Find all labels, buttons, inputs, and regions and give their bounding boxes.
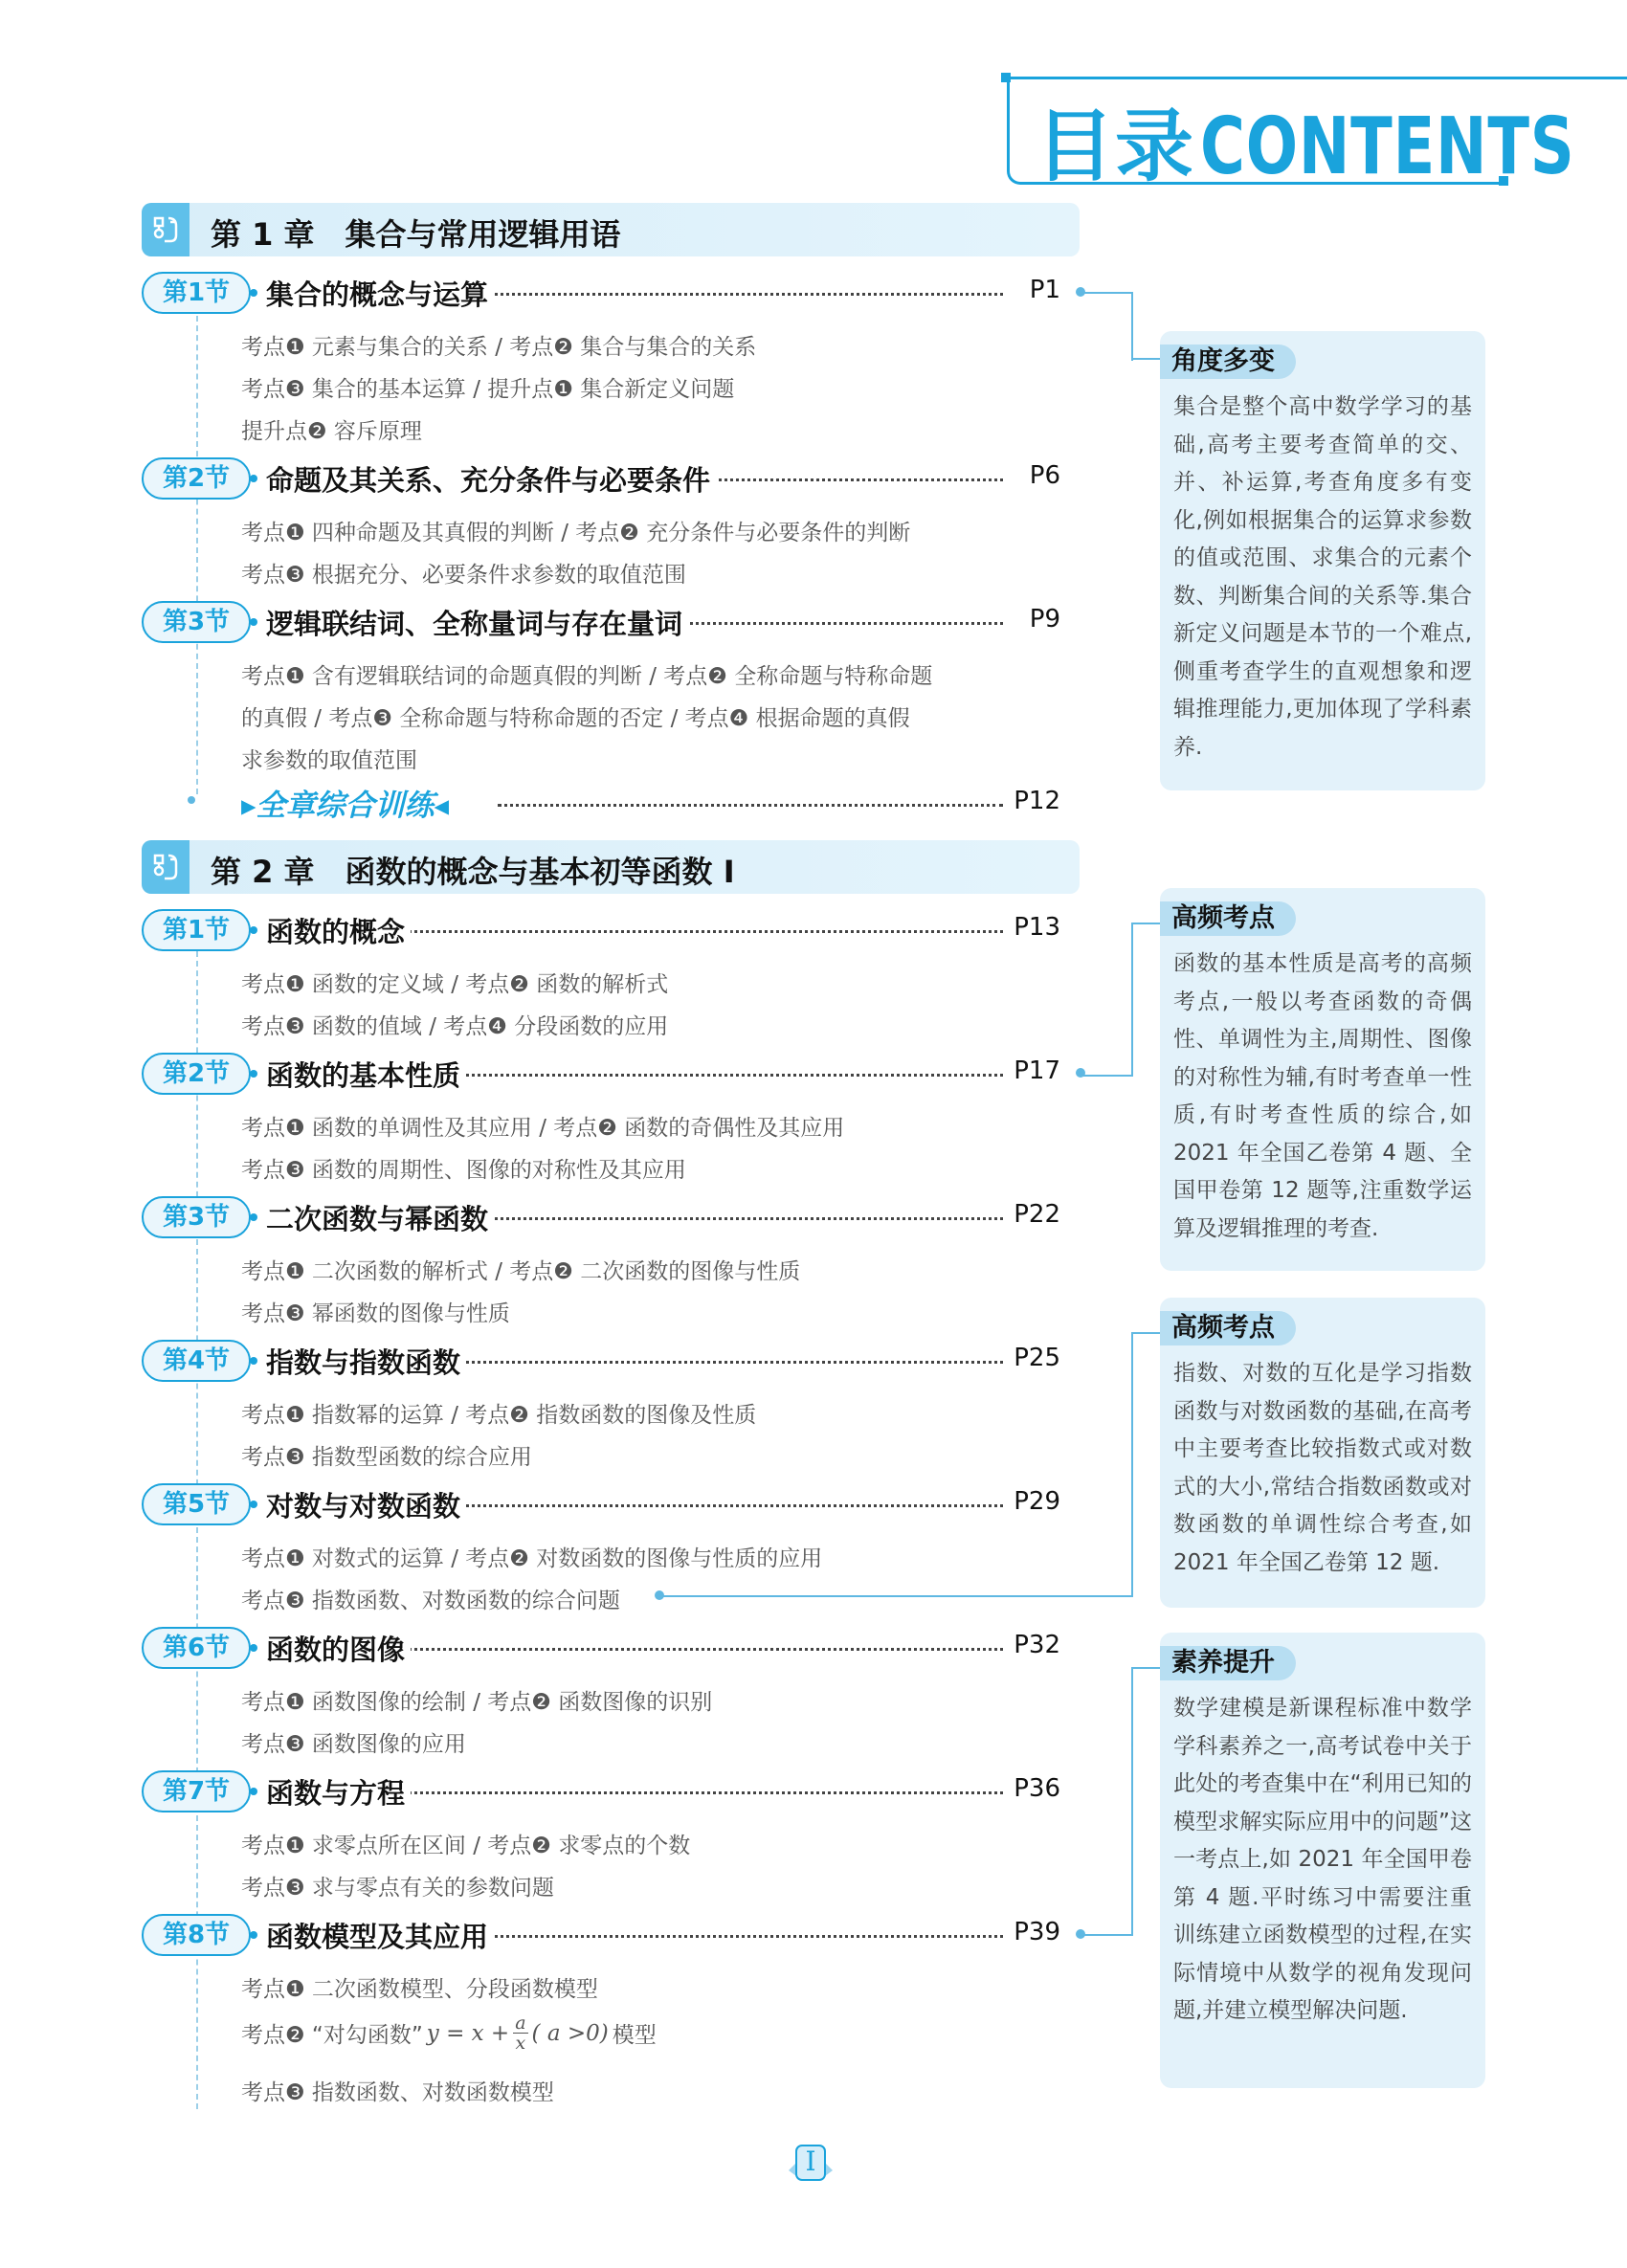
side-note-text: 函数的基本性质是高考的高频考点,一般以考查函数的奇偶性、单调性为主,周期性、图像的对称性为辅,有时考查单一性质,有时考查性质的综合,如 2021 年全国乙卷第 4 题、全国甲卷第 12 题等,注重数学运算及逻辑推理的考查. [1173,951,1472,1241]
section-page: P13 [1008,913,1060,942]
section-title: 命题及其关系、充分条件与必要条件 [266,459,716,499]
knowledge-points: 考点❶ 二次函数的解析式 / 考点❷ 二次函数的图像与性质 [241,1259,801,1284]
side-note-tag: 高频考点 [1160,901,1296,936]
section-badge: 第3节 [142,601,251,643]
chapter-review-title[interactable]: ▸全章综合训练◂ [241,789,450,823]
knowledge-points: 考点❶ 求零点所在区间 / 考点❷ 求零点的个数 [241,1834,691,1858]
section-page: P12 [1008,787,1060,815]
section-page: P9 [1024,605,1060,634]
side-note-box [1160,1298,1485,1608]
formula-condition: ( a >0) [531,2020,609,2046]
section-title: 逻辑联结词、全称量词与存在量词 [266,603,688,642]
knowledge-points: 求参数的取值范围 [241,748,417,773]
leader-dots [498,804,1003,807]
side-note-box [1160,1633,1485,2088]
knowledge-points: 考点❸ 幂函数的图像与性质 [241,1301,510,1326]
spine-end-dot [188,796,195,804]
knowledge-points: 考点❸ 指数型函数的综合应用 [241,1445,532,1470]
side-note-text: 指数、对数的互化是学习指数函数与对数函数的基础,在高考中主要考查比较指数式或对数式的大小,常结合指数函数或对数函数的单调性综合考查,如 2021 年全国乙卷第 12 题. [1173,1361,1472,1575]
knowledge-points: 考点❶ 含有逻辑联结词的命题真假的判断 / 考点❷ 全称命题与特称命题 [241,664,933,689]
connector-line [1083,1667,1133,1936]
header-corner-square [1001,73,1011,82]
section-title: 指数与指数函数 [266,1342,466,1381]
side-note-text: 数学建模是新课程标准中数学学科素养之一,高考试卷中关于此处的考查集中在“利用已知的模型求解实际应用中的问题”这一考点上,如 2021 年全国甲卷第 4 题.平时练习中需要注重训练建立函数模型的过程,在实际情境中从数学的视角发现问题,并建立模型解决问题. [1173,1696,1472,2023]
title-english: CONTENTS [1200,101,1575,192]
section-page: P25 [1008,1344,1060,1372]
ch1-section-2[interactable] [142,457,1060,503]
section-badge: 第1节 [142,909,251,951]
knowledge-points: 的真假 / 考点❸ 全称命题与特称命题的否定 / 考点❹ 根据命题的真假 [241,706,910,731]
knowledge-points-formula [241,2013,657,2053]
knowledge-points: 提升点❷ 容斥原理 [241,419,422,444]
section-page: P1 [1024,276,1060,304]
ch2-section-3[interactable] [142,1196,1060,1242]
fraction-numerator: a [515,2012,526,2034]
page-number: Ⅰ [805,2146,816,2177]
connector-line [1131,923,1160,924]
knowledge-points: 考点❸ 函数的值域 / 考点❹ 分段函数的应用 [241,1014,669,1039]
side-note-box [1160,331,1485,790]
section-page: P39 [1008,1918,1060,1946]
section-badge: 第5节 [142,1483,251,1525]
chapter-2-heading[interactable] [142,840,1080,894]
section-badge: 第4节 [142,1340,251,1382]
knowledge-points: 考点❸ 指数函数、对数函数模型 [241,2080,554,2105]
knowledge-points: 考点❸ 函数图像的应用 [241,1732,466,1757]
chapter-1-spine [196,316,198,794]
side-note-box [1160,888,1485,1271]
title-chinese: 目录 [1036,101,1195,192]
connector-line [1131,358,1160,360]
section-page: P32 [1008,1631,1060,1659]
chapter-1-heading[interactable] [142,203,1080,256]
chapter-icon [142,203,189,256]
chapter-title: 第 2 章 函数的概念与基本初等函数 Ⅰ [211,854,735,890]
chapter-icon [142,840,189,894]
section-badge: 第3节 [142,1196,251,1238]
section-page: P29 [1008,1487,1060,1516]
knowledge-points: 考点❶ 二次函数模型、分段函数模型 [241,1977,598,2002]
ch2-section-1[interactable] [142,909,1060,955]
formula-lhs: y = x + [426,2020,510,2046]
page-number-badge [783,2134,838,2190]
ch1-section-1[interactable] [142,272,1060,318]
section-page: P22 [1008,1200,1060,1229]
section-page: P36 [1008,1774,1060,1803]
section-title: 集合的概念与运算 [266,274,494,313]
formula-prefix: 考点❷ “对勾函数” [241,2023,423,2048]
section-title: 对数与对数函数 [266,1485,466,1524]
knowledge-points: 考点❶ 指数幂的运算 / 考点❷ 指数函数的图像及性质 [241,1403,757,1428]
connector-line [1131,1667,1160,1669]
knowledge-points: 考点❶ 函数的定义域 / 考点❷ 函数的解析式 [241,972,669,997]
knowledge-points: 考点❸ 指数函数、对数函数的综合问题 [241,1589,620,1613]
formula-fraction [513,2013,527,2053]
section-page: P17 [1008,1056,1060,1085]
ch2-section-2[interactable] [142,1053,1060,1099]
page-title [1036,84,1627,196]
knowledge-points: 考点❶ 四种命题及其真假的判断 / 考点❷ 充分条件与必要条件的判断 [241,521,911,545]
knowledge-points: 考点❸ 求与零点有关的参数问题 [241,1876,554,1901]
chapter-title: 第 1 章 集合与常用逻辑用语 [211,216,621,253]
chapter-review-leader [479,783,1060,829]
section-title: 函数模型及其应用 [266,1916,494,1955]
ch2-section-7[interactable] [142,1770,1060,1816]
connector-line [1083,292,1133,361]
side-note-tag: 素养提升 [1160,1646,1296,1680]
formula-suffix: 模型 [612,2023,657,2048]
section-badge: 第2节 [142,1053,251,1095]
knowledge-points: 考点❸ 根据充分、必要条件求参数的取值范围 [241,563,686,588]
connector-line [662,1332,1133,1597]
knowledge-points: 考点❶ 对数式的运算 / 考点❷ 对数函数的图像与性质的应用 [241,1546,823,1571]
section-badge: 第6节 [142,1627,251,1669]
connector-line [1083,923,1133,1077]
ch2-section-6[interactable] [142,1627,1060,1673]
connector-line [1131,1332,1160,1334]
ch1-section-3[interactable] [142,601,1060,647]
section-badge: 第1节 [142,272,251,314]
section-title: 函数与方程 [266,1772,411,1812]
section-title: 二次函数与幂函数 [266,1198,494,1237]
section-badge: 第2节 [142,457,251,500]
section-title: 函数的基本性质 [266,1055,466,1094]
side-note-text: 集合是整个高中数学学习的基础,高考主要考查简单的交、并、补运算,考查角度多有变化,例如根据集合的运算求参数的值或范围、求集合的元素个数、判断集合间的关系等.集合新定义问题是本节的一个难点,侧重考查学生的直观想象和逻辑推理能力,更加体现了学科素养. [1173,394,1472,760]
knowledge-points: 考点❶ 函数图像的绘制 / 考点❷ 函数图像的识别 [241,1690,713,1715]
side-note-tag: 高频考点 [1160,1311,1296,1345]
section-badge: 第7节 [142,1770,251,1812]
knowledge-points: 考点❸ 集合的基本运算 / 提升点❶ 集合新定义问题 [241,377,735,402]
section-page: P6 [1024,461,1060,490]
knowledge-points: 考点❶ 函数的单调性及其应用 / 考点❷ 函数的奇偶性及其应用 [241,1116,845,1141]
section-title: 函数的图像 [266,1629,411,1668]
section-title: 函数的概念 [266,911,411,950]
side-note-tag: 角度多变 [1160,345,1296,379]
ch2-section-8[interactable] [142,1914,1060,1960]
knowledge-points: 考点❸ 函数的周期性、图像的对称性及其应用 [241,1158,686,1183]
section-badge: 第8节 [142,1914,251,1956]
knowledge-points: 考点❶ 元素与集合的关系 / 考点❷ 集合与集合的关系 [241,335,757,360]
fraction-denominator: x [515,2033,526,2054]
